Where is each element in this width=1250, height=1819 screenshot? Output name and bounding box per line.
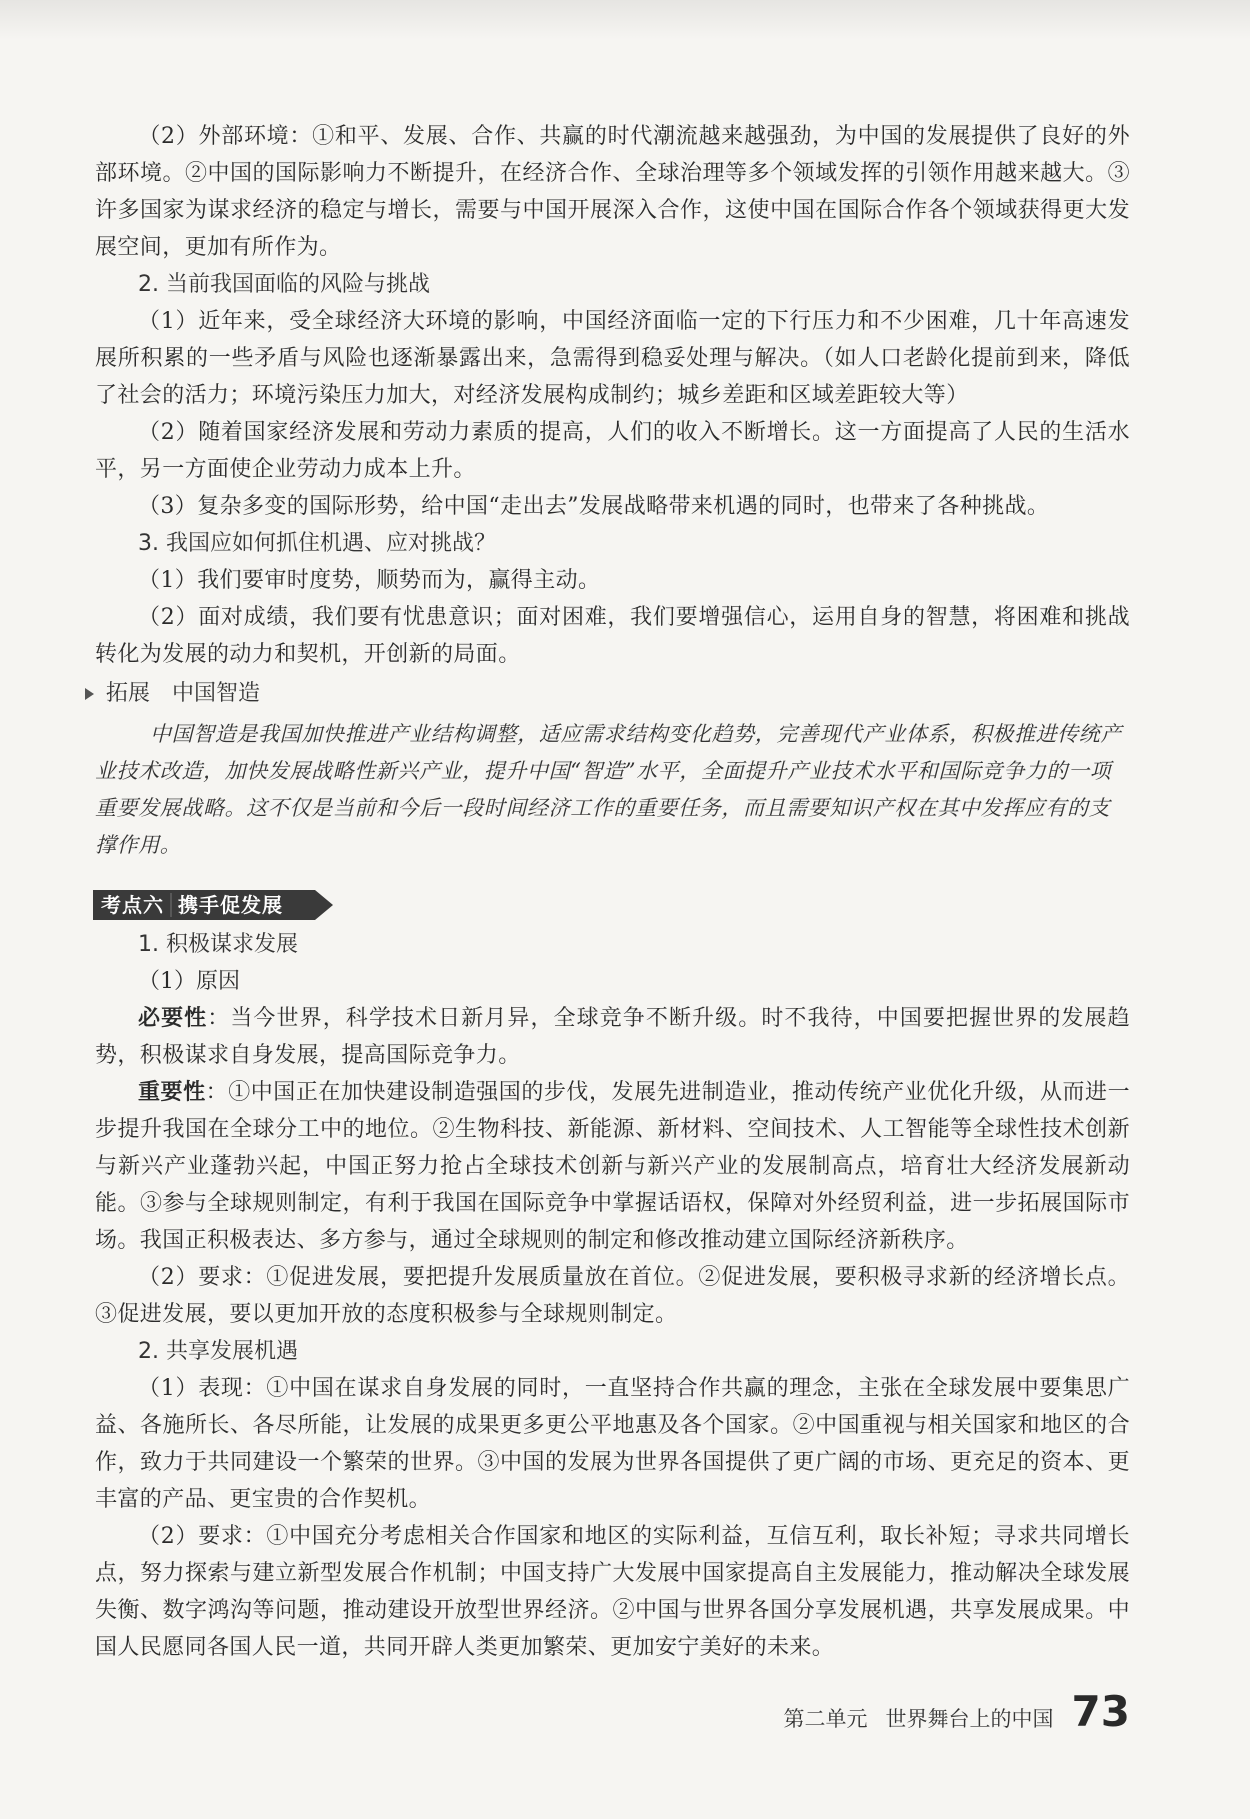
paragraph-risk-2: （2）随着国家经济发展和劳动力素质的提高，人们的收入不断增长。这一方面提高了人民的生活水平，另一方面使企业劳动力成本上升。: [95, 420, 1130, 482]
paragraph-share-2: （2）要求：①中国充分考虑相关合作国家和地区的实际利益，互信互利，取长补短；寻求共同增长点，努力探索与建立新型发展合作机制；中国支持广大发展中国家提高自主发展能力，推动解决全球发展失衡、数字鸿沟等问题，推动建设开放型世界经济。②中国与世界各国分享发展机遇，共享发展成果。中国人民愿同各国人民一道，共同开辟人类更加繁荣、更加安宁美好的未来。: [95, 1524, 1130, 1660]
topic-banner: [93, 890, 333, 920]
section-heading-share-opportunities: 2. 共享发展机遇: [138, 1339, 298, 1364]
section-heading-seek-development: 1. 积极谋求发展: [138, 932, 298, 957]
paragraph-risk-3: （3）复杂多变的国际形势，给中国“走出去”发展战略带来机遇的同时，也带来了各种挑战。: [138, 494, 1050, 519]
section-heading-response: 3. 我国应如何抓住机遇、应对挑战？: [138, 531, 496, 556]
necessity-label: 必要性: [138, 1006, 208, 1031]
extension-title: 中国智造: [172, 681, 261, 706]
banner-title: 携手促发展: [178, 893, 283, 917]
footer-title: 世界舞台上的中国: [885, 1707, 1054, 1731]
paragraph-share-1: （1）表现：①中国在谋求自身发展的同时，一直坚持合作共赢的理念，主张在全球发展中要集思广益、各施所长、各尽所能，让发展的成果更多更公平地惠及各个国家。②中国重视与相关国家和地区的合作，致力于共同建设一个繁荣的世界。③中国的发展为世界各国提供了更广阔的市场、更充足的资本、更丰富的产品、更宝贵的合作契机。: [95, 1376, 1130, 1512]
page-footer: [783, 1687, 1130, 1736]
page-content: [95, 118, 1130, 1666]
paragraph-response-1: （1）我们要审时度势，顺势而为，赢得主动。: [138, 568, 601, 593]
reason-label: （1）原因: [138, 969, 240, 994]
footer-unit: 第二单元: [783, 1707, 868, 1731]
page-edge-shadow: [0, 0, 1250, 40]
paragraph-external-environment: （2）外部环境：①和平、发展、合作、共赢的时代潮流越来越强劲，为中国的发展提供了良好的外部环境。②中国的国际影响力不断提升，在经济合作、全球治理等多个领域发挥的引领作用越来越大。③许多国家为谋求经济的稳定与增长，需要与中国开展深入合作，这使中国在国际合作各个领域获得更大发展空间，更加有所作为。: [95, 124, 1130, 260]
extension-body: 中国智造是我国加快推进产业结构调整，适应需求结构变化趋势，完善现代产业体系，积极推进传统产业技术改造，加快发展战略性新兴产业，提升中国“智造”水平，全面提升产业技术水平和国际竞争力的一项重要发展战略。这不仅是当前和今后一段时间经济工作的重要任务，而且需要知识产权在其中发挥应有的支撑作用。: [95, 722, 1122, 857]
extension-heading: [85, 675, 1130, 712]
paragraph-risk-1: （1）近年来，受全球经济大环境的影响，中国经济面临一定的下行压力和不少困难，几十年高速发展所积累的一些矛盾与风险也逐渐暴露出来，急需得到稳妥处理与解决。（如人口老龄化提前到来，降低了社会的活力；环境污染压力加大，对经济发展构成制约；城乡差距和区域差距较大等）: [95, 309, 1130, 408]
paragraph-necessity: 必要性：当今世界，科学技术日新月异，全球竞争不断升级。时不我待，中国要把握世界的发展趋势，积极谋求自身发展，提高国际竞争力。: [95, 1006, 1130, 1068]
triangle-bullet-icon: [85, 688, 94, 700]
banner-label: 考点六: [101, 893, 164, 917]
importance-label: 重要性: [138, 1080, 206, 1105]
banner-text: [101, 890, 283, 920]
section-heading-risks: 2. 当前我国面临的风险与挑战: [138, 272, 430, 297]
extension-label: 拓展: [106, 681, 151, 706]
paragraph-importance: 重要性：①中国正在加快建设制造强国的步伐，发展先进制造业，推动传统产业优化升级，从而进一步提升我国在全球分工中的地位。②生物科技、新能源、新材料、空间技术、人工智能等全球性技术创新与新兴产业蓬勃兴起，中国正努力抢占全球技术创新与新兴产业的发展制高点，培育壮大经济发展新动能。③参与全球规则制定，有利于我国在国际竞争中掌握话语权，保障对外经贸利益，进一步拓展国际市场。我国正积极表达、多方参与，通过全球规则的制定和修改推动建立国际经济新秩序。: [95, 1080, 1131, 1253]
paragraph-requirement: （2）要求：①促进发展，要把提升发展质量放在首位。②促进发展，要积极寻求新的经济增长点。③促进发展，要以更加开放的态度积极参与全球规则制定。: [95, 1265, 1130, 1327]
paragraph-response-2: （2）面对成绩，我们要有忧患意识；面对困难，我们要增强信心，运用自身的智慧，将困难和挑战转化为发展的动力和契机，开创新的局面。: [95, 605, 1130, 667]
page-number: 73: [1071, 1687, 1130, 1736]
